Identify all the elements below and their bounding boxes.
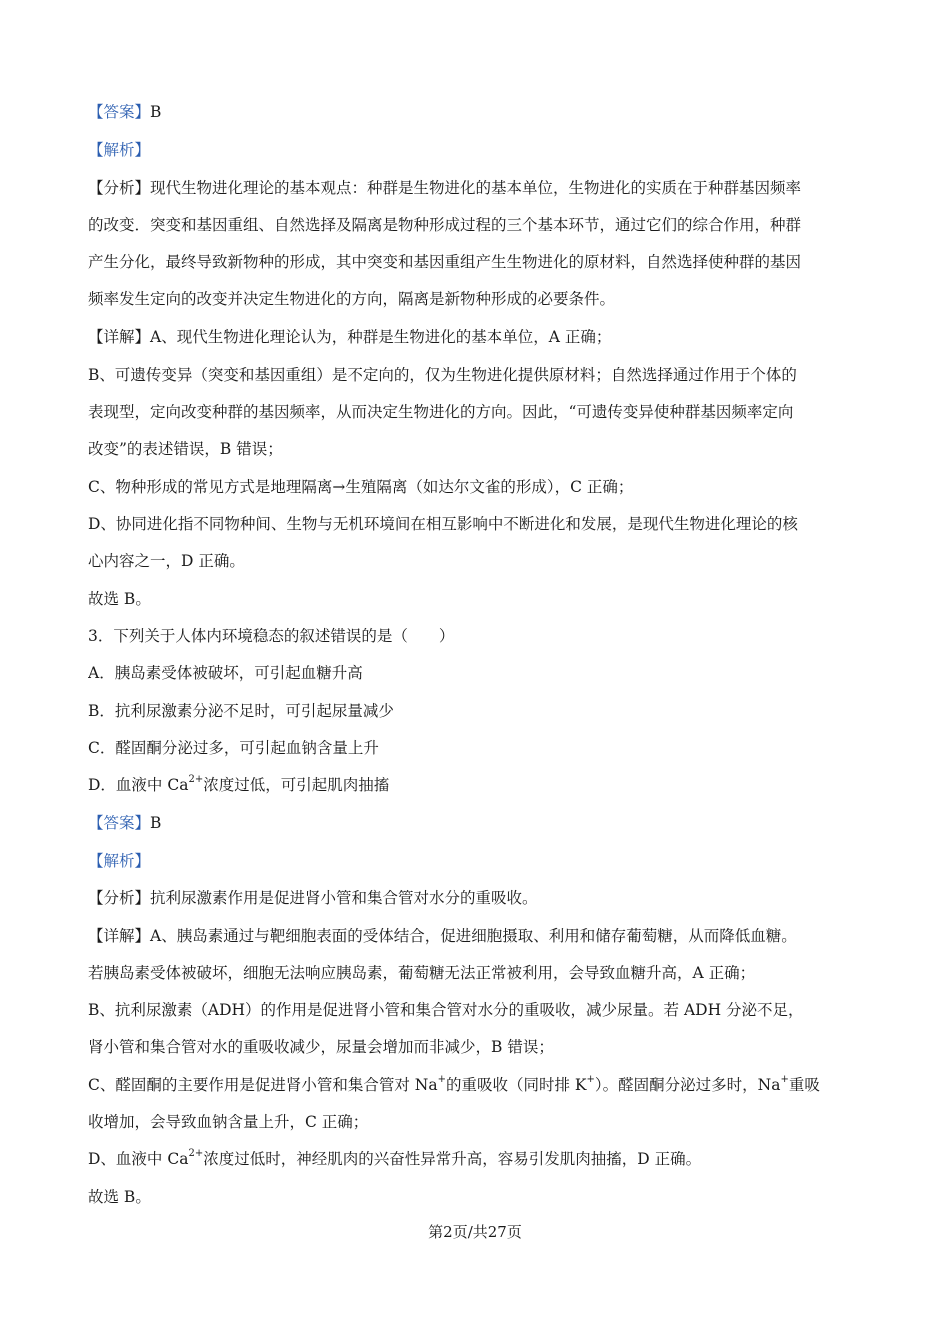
detail-c1-sup3: + [780, 1074, 789, 1085]
detail-line-1 [88, 326, 864, 348]
detail-line-3: 表现型，定向改变种群的基因频率，从而决定生物进化的方向。因此，“可遗传变异使种群基因频率定向 [88, 403, 794, 421]
option-d-suffix: 浓度过低，可引起肌肉抽搐 [203, 776, 390, 794]
detail-c1-sup2: + [586, 1074, 595, 1085]
answer-line [88, 101, 864, 123]
detail-c1-p1: C、醛固酮的主要作用是促进肾小管和集合管对 Na [88, 1076, 438, 1094]
fenxi-tag-2: 【分析】 [88, 889, 151, 907]
analysis-tag-2: 【解析】 [88, 852, 151, 870]
detail-c1-p3: ）。醛固酮分泌过多时，Na [594, 1076, 781, 1094]
fenxi-line-2: 的改变．突变和基因重组、自然选择及隔离是物种形成过程的三个基本环节，通过它们的综合作用，种群 [88, 216, 802, 234]
option-c: C．醛固酮分泌过多，可引起血钠含量上升 [88, 739, 379, 757]
detail-line-2: B、可遗传变异（突变和基因重组）是不定向的，仅为生物进化提供原材料；自然选择通过作用于个体的 [88, 366, 797, 384]
detail-b2-line-2: 若胰岛素受体被破坏，细胞无法响应胰岛素，葡萄糖无法正常被利用，会导致血糖升高，A 正确； [88, 964, 756, 982]
fenxi-tag: 【分析】 [88, 179, 151, 197]
page-footer: 第2页/共27页 [428, 1223, 522, 1241]
fenxi-text: 现代生物进化理论的基本观点：种群是生物进化的基本单位，生物进化的实质在于种群基因频率 [150, 179, 802, 197]
detail-b2-line-5 [88, 1074, 864, 1096]
detail-text: A、现代生物进化理论认为，种群是生物进化的基本单位，A 正确； [150, 328, 612, 346]
detail-b2-line-6: 收增加，会导致血钠含量上升，C 正确； [88, 1113, 369, 1131]
detail-d-p1: D、血液中 Ca [88, 1150, 189, 1168]
detail-b2-line-4: 肾小管和集合管对水的重吸收减少，尿量会增加而非减少，B 错误； [88, 1038, 554, 1056]
fenxi-line-4: 频率发生定向的改变并决定生物进化的方向，隔离是新物种形成的必要条件。 [88, 290, 616, 308]
analysis-heading-2 [88, 850, 864, 872]
detail-line-6: D、协同进化指不同物种间、生物与无机环境间在相互影响中不断进化和发展，是现代生物进化理论的核 [88, 515, 798, 533]
option-d [88, 774, 864, 796]
conclusion-line: 故选 B。 [88, 1188, 151, 1206]
analysis-tag: 【解析】 [88, 141, 151, 159]
detail-line-4: 改变”的表述错误，B 错误； [88, 440, 283, 458]
answer-line-2 [88, 812, 864, 834]
fenxi-line-3: 产生分化，最终导致新物种的形成，其中突变和基因重组产生生物进化的原材料，自然选择使种群的基因 [88, 253, 802, 271]
detail-b2-line-3: B、抗利尿激素（ADH）的作用是促进肾小管和集合管对水分的重吸收，减少尿量。若 ADH 分泌不足， [88, 1001, 804, 1019]
detail-a1: A、胰岛素通过与靶细胞表面的受体结合，促进细胞摄取、利用和储存葡萄糖，从而降低血糖。 [150, 927, 797, 945]
detail-b2-line-1 [88, 925, 864, 947]
option-b: B．抗利尿激素分泌不足时，可引起尿量减少 [88, 702, 394, 720]
xiangjie-tag: 【详解】 [88, 328, 151, 346]
option-d-prefix: D．血液中 Ca [88, 776, 189, 794]
option-d-sup: 2+ [188, 774, 204, 785]
detail-c1-sup1: + [437, 1074, 446, 1085]
answer-value-2: B [150, 814, 162, 832]
answer-tag: 【答案】 [88, 103, 151, 121]
detail-line-8: 故选 B。 [88, 590, 151, 608]
detail-line-7: 心内容之一，D 正确。 [88, 552, 245, 570]
detail-b2-line-7 [88, 1148, 864, 1170]
answer-tag-2: 【答案】 [88, 814, 151, 832]
fenxi-line-b2 [88, 887, 864, 909]
detail-line-5: C、物种形成的常见方式是地理隔离→生殖隔离（如达尔文雀的形成），C 正确； [88, 478, 634, 496]
analysis-heading [88, 139, 864, 161]
detail-c1-p2: 的重吸收（同时排 K [445, 1076, 587, 1094]
answer-value: B [150, 103, 162, 121]
question-stem: 3．下列关于人体内环境稳态的叙述错误的是（ ） [88, 627, 455, 645]
option-a: A．胰岛素受体被破坏，可引起血糖升高 [88, 664, 363, 682]
fenxi-text-2: 抗利尿激素作用是促进肾小管和集合管对水分的重吸收。 [150, 889, 538, 907]
xiangjie-tag-2: 【详解】 [88, 927, 151, 945]
detail-c1-p4: 重吸 [788, 1076, 820, 1094]
detail-d-p2: 浓度过低时，神经肌肉的兴奋性异常升高，容易引发肌肉抽搐，D 正确。 [203, 1150, 702, 1168]
fenxi-line-1 [88, 177, 864, 199]
detail-d-sup: 2+ [188, 1148, 204, 1159]
